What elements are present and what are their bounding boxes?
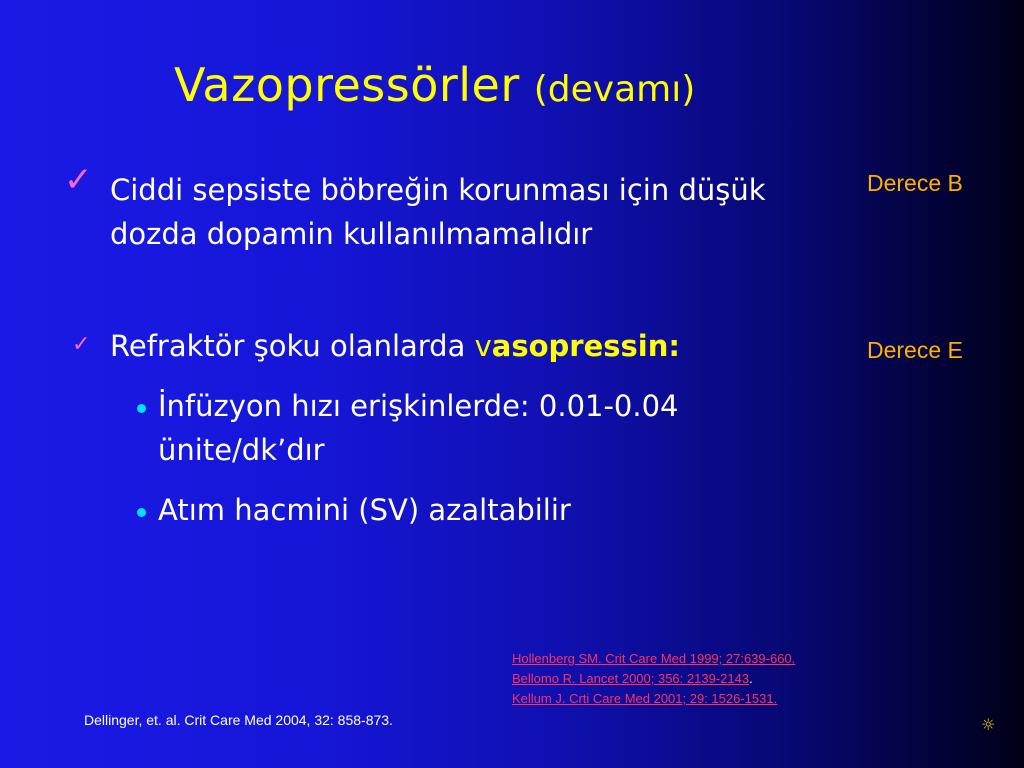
grade-label-e: Derece E <box>867 337 963 363</box>
sub-bullet-infusion-rate: İnfüzyon hızı erişkinlerde: 0.01-0.04 ünite/dk’dır <box>158 389 679 467</box>
bullet-vasopressin <box>110 324 680 368</box>
sun-icon[interactable]: ☼ <box>981 715 996 734</box>
checkmark-icon: ✓ <box>64 160 93 200</box>
bullet-vasopressin-v: v <box>474 329 492 363</box>
reference-period: . <box>749 671 753 686</box>
bullet-dot-icon <box>137 404 146 413</box>
grade-label-b: Derece B <box>867 170 963 196</box>
slide-title-sub: (devamı) <box>533 69 696 110</box>
checkmark-icon: ✓ <box>72 332 91 357</box>
footer-citation: Dellinger, et. al. Crit Care Med 2004, 32: 858-873. <box>84 712 393 728</box>
sub-bullet-stroke-volume: Atım hacmini (SV) azaltabilir <box>158 493 571 527</box>
bullet-dot-icon <box>137 508 146 517</box>
bullet-vasopressin-keyword: asopressin: <box>491 329 680 363</box>
reference-link[interactable]: Bellomo R. Lancet 2000; 356: 2139-2143 <box>512 671 750 686</box>
bullet-vasopressin-prefix: Refraktör şoku olanlarda <box>110 329 475 363</box>
references-list <box>512 649 795 709</box>
bullet-dopamine: Ciddi sepsiste böbreğin korunması için düşük dozda dopamin kullanılmamalıdır <box>110 173 766 251</box>
slide-title-main: Vazopressörler <box>174 58 520 112</box>
slide-title <box>174 58 695 112</box>
reference-link[interactable]: Hollenberg SM. Crit Care Med 1999; 27:639-660. <box>512 651 796 666</box>
reference-link[interactable]: Kellum J. Crti Care Med 2001; 29: 1526-1531. <box>512 691 778 706</box>
